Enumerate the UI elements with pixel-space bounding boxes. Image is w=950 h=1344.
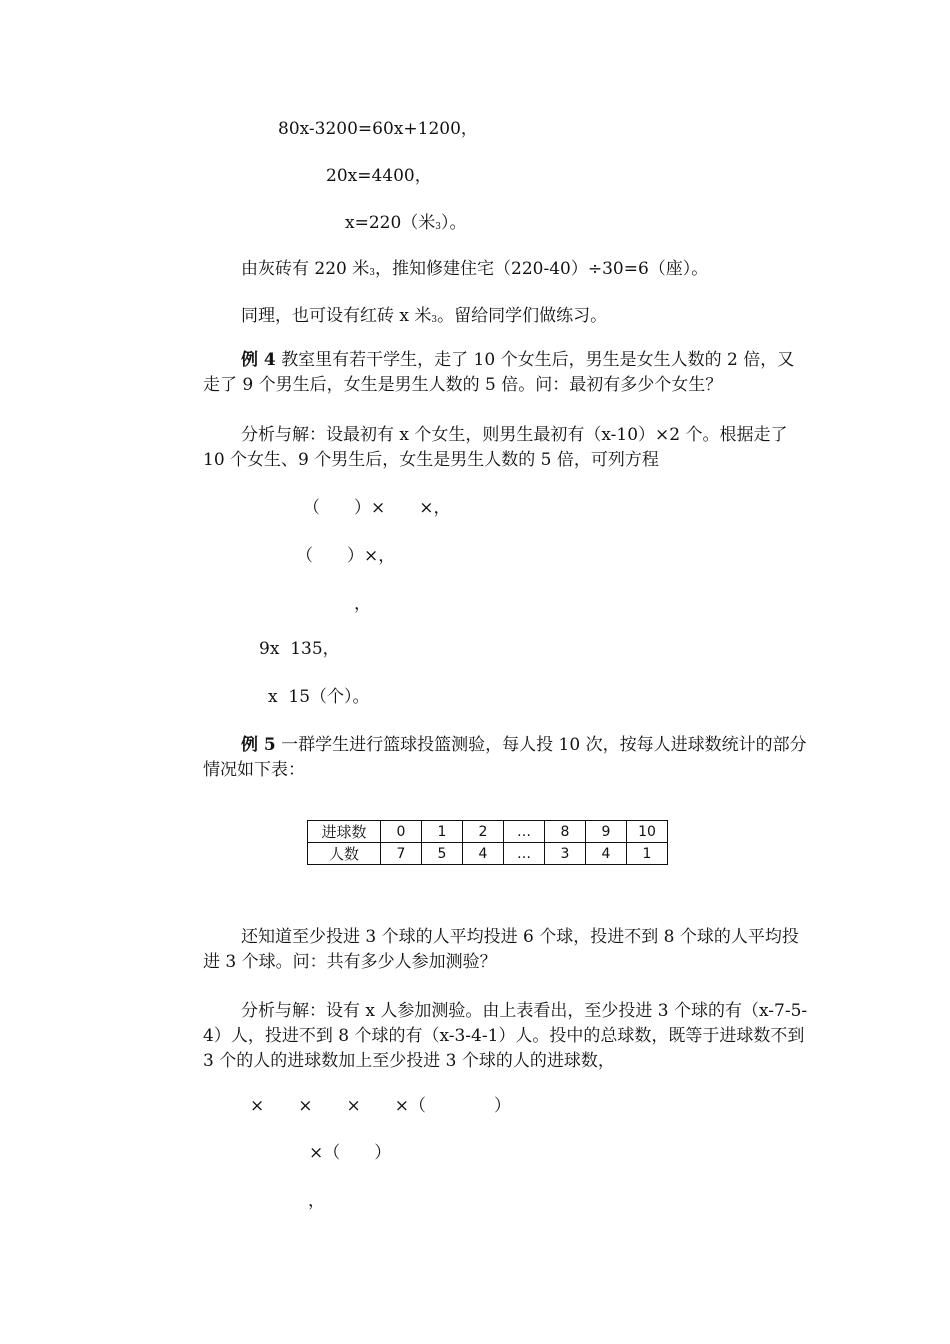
table-cell: 0 [381, 821, 422, 843]
formula-line: x 15（个）。 [268, 687, 370, 707]
superscript: 3 [431, 315, 438, 325]
table-cell: 2 [463, 821, 504, 843]
table-cell: 1 [422, 821, 463, 843]
table-cell: … [504, 843, 545, 865]
table-cell: 5 [422, 843, 463, 865]
formula-line: ×（ ） [309, 1143, 392, 1163]
analysis-5-paragraph: 分析与解：设有 x 人参加测验。由上表看出，至少投进 3 个球的有（x-7-5-4）人，投进不到 8 个球的有（x-3-4-1）人。投中的总球数，既等于进球数不到 3 个的人的进球数加上至少投进 3 个球的人的进球数， [203, 1001, 808, 1071]
equation-line: 20x=4400， [326, 166, 432, 186]
table-cell: 4 [463, 843, 504, 865]
example-label: 例 5 [241, 735, 276, 755]
formula-line: ， [354, 594, 371, 614]
example-5-paragraph [203, 733, 809, 783]
table-cell: 10 [627, 821, 668, 843]
table-cell: 3 [545, 843, 586, 865]
table-cell: 1 [627, 843, 668, 865]
formula-line: 9x 135， [259, 639, 340, 659]
table-cell: … [504, 821, 545, 843]
superscript: 3 [435, 222, 442, 232]
paragraph-text: 由灰砖有 220 米 [241, 259, 370, 279]
example-text: 一群学生进行篮球投篮测验，每人投 10 次，按每人进球数统计的部分情况如下表： [203, 735, 807, 780]
table-cell: 8 [545, 821, 586, 843]
example-5-continued: 还知道至少投进 3 个球的人平均投进 6 个球，投进不到 8 个球的人平均投进 3 个球。问：共有多少人参加测验？ [203, 927, 799, 972]
analysis-4-paragraph: 分析与解：设最初有 x 个女生，则男生最初有（x-10）×2 个。根据走了 10 个女生、9 个男生后，女生是男生人数的 5 倍，可列方程 [203, 425, 788, 470]
paragraph [241, 305, 607, 331]
table-row [308, 843, 668, 865]
formula-line: （ ）×， [296, 546, 396, 566]
formula-line: ， [308, 1191, 325, 1211]
table-row [308, 821, 668, 843]
paragraph-text: 。留给同学们做练习。 [437, 306, 608, 326]
table-header-cell: 人数 [308, 843, 381, 865]
equation-text: x=220（米 [345, 213, 436, 233]
example-4-paragraph [203, 348, 809, 398]
paragraph-text: 同理，也可设有红砖 x 米 [241, 306, 432, 326]
table-header-cell: 进球数 [308, 821, 381, 843]
equation-line [345, 212, 467, 238]
table-cell: 4 [586, 843, 627, 865]
table-cell: 7 [381, 843, 422, 865]
example-text: 教室里有若干学生，走了 10 个女生后，男生是女生人数的 2 倍，又走了 9 个男生后，女生是男生人数的 5 倍。问：最初有多少个女生？ [203, 350, 795, 395]
superscript: 3 [369, 268, 375, 278]
paragraph-text: ，推知修建住宅（220-40）÷30=6（座）。 [375, 259, 709, 279]
table-cell: 9 [586, 821, 627, 843]
score-table [307, 820, 668, 865]
formula-line: （ ）× ×， [303, 498, 451, 518]
equation-line: 80x-3200=60x+1200， [278, 119, 478, 139]
example-label: 例 4 [241, 350, 276, 370]
formula-line: × × × ×（ ） [250, 1096, 511, 1116]
equation-text: ）。 [441, 213, 467, 233]
paragraph [241, 258, 708, 284]
